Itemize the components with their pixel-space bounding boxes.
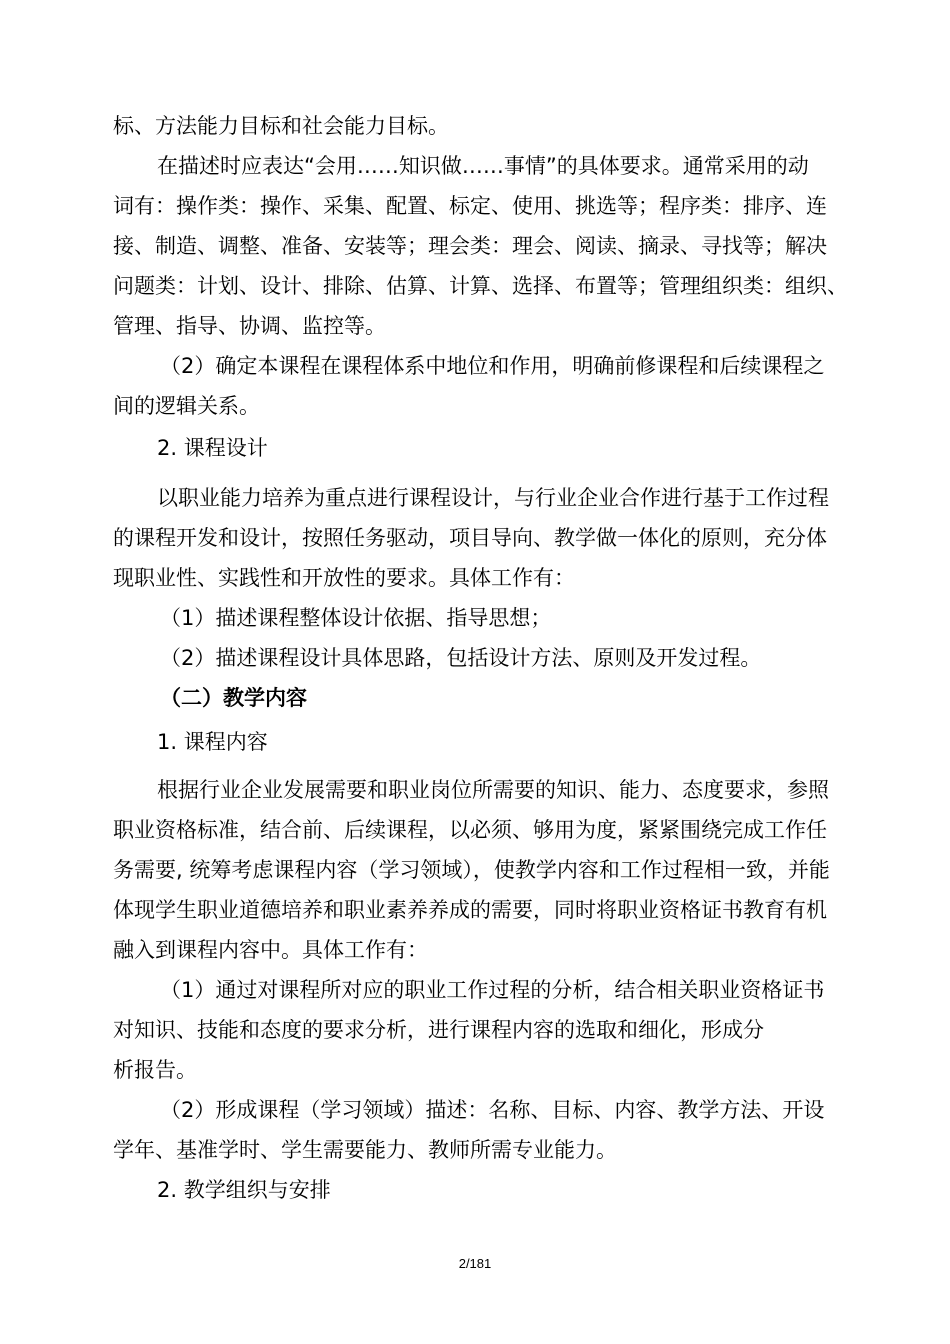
text-line: 析报告。 xyxy=(113,1058,197,1082)
text-line: 职业资格标准，结合前、后续课程，以必须、够用为度，紧紧围绕完成工作任 xyxy=(113,818,827,842)
section-heading: （二）教学内容 xyxy=(160,686,307,710)
section-heading: 2. 教学组织与安排 xyxy=(157,1178,331,1202)
text-line: 根据行业企业发展需要和职业岗位所需要的知识、能力、态度要求，参照 xyxy=(157,778,829,802)
text-line: 词有：操作类：操作、采集、配置、标定、使用、挑选等；程序类：排序、连 xyxy=(113,194,827,218)
text-line: 学年、基准学时、学生需要能力、教师所需专业能力。 xyxy=(113,1138,617,1162)
text-line: 在描述时应表达“会用……知识做……事情”的具体要求。通常采用的动 xyxy=(157,154,809,178)
text-line: 标、方法能力目标和社会能力目标。 xyxy=(113,114,449,138)
text-line: 管理、指导、协调、监控等。 xyxy=(113,314,386,338)
text-line: 接、制造、调整、准备、安装等；理会类：理会、阅读、摘录、寻找等；解决 xyxy=(113,234,827,258)
text-line: 的课程开发和设计，按照任务驱动，项目导向、教学做一体化的原则，充分体 xyxy=(113,526,827,550)
text-line: （2）确定本课程在课程体系中地位和作用，明确前修课程和后续课程之 xyxy=(160,354,825,378)
section-heading: 2. 课程设计 xyxy=(157,436,268,460)
text-line: 务需要, 统筹考虑课程内容（学习领域），使教学内容和工作过程相一致，并能 xyxy=(113,858,830,882)
page-number: 2/181 xyxy=(458,1256,492,1271)
text-line: （1）描述课程整体设计依据、指导思想； xyxy=(160,606,552,630)
text-line: 问题类：计划、设计、排除、估算、计算、选择、布置等；管理组织类：组织、 xyxy=(113,274,848,298)
text-line: （1）通过对课程所对应的职业工作过程的分析，结合相关职业资格证书 xyxy=(160,978,825,1002)
text-line: 现职业性、实践性和开放性的要求。具体工作有： xyxy=(113,566,575,590)
text-line: 对知识、技能和态度的要求分析，进行课程内容的选取和细化，形成分 xyxy=(113,1018,764,1042)
text-line: 融入到课程内容中。具体工作有： xyxy=(113,938,428,962)
text-line: （2）描述课程设计具体思路，包括设计方法、原则及开发过程。 xyxy=(160,646,762,670)
text-line: 间的逻辑关系。 xyxy=(113,394,260,418)
text-line: 以职业能力培养为重点进行课程设计，与行业企业合作进行基于工作过程 xyxy=(157,486,829,510)
text-line: （2）形成课程（学习领域）描述：名称、目标、内容、教学方法、开设 xyxy=(160,1098,825,1122)
section-heading: 1. 课程内容 xyxy=(157,730,268,754)
text-line: 体现学生职业道德培养和职业素养养成的需要，同时将职业资格证书教育有机 xyxy=(113,898,827,922)
